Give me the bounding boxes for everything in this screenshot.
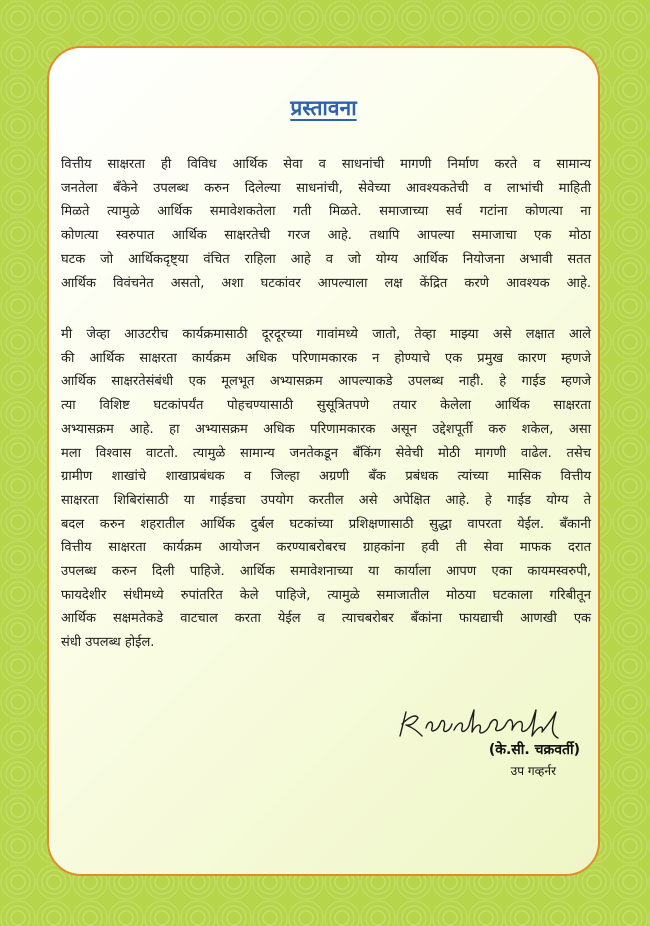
signature-block bbox=[380, 706, 580, 786]
paragraph-line: वित्तीय साक्षरता ही विविध आर्थिक सेवा व साधनांची मागणी निर्माण करते व सामान्य bbox=[61, 157, 591, 172]
page-title: प्रस्तावना bbox=[290, 96, 357, 120]
paragraph-line: मिळते त्यामुळे आर्थिक समावेशकतेला गती मिळते. समाजाच्या सर्व गटांना कोणत्या ना bbox=[61, 204, 591, 220]
paragraph-line: साक्षरता शिबिरांसाठी या गाईडचा उपयोग करतील असे अपेक्षित आहे. हे गाईड योग्य ते bbox=[61, 492, 591, 508]
paragraph-line: संधी उपलब्ध होईल. bbox=[61, 635, 155, 651]
paragraph-line: कोणत्या स्वरुपात आर्थिक साक्षरतेची गरज आहे. तथापि आपल्या समाजाचा एक मोठा bbox=[61, 228, 591, 244]
paragraph-line: आर्थिक सक्षमतेकडे वाटचाल करता येईल व त्याचबरोबर बँकांना फायद्याची आणखी एक bbox=[61, 611, 591, 627]
paragraph-line: आर्थिक साक्षरतेसंबंधी एक मूलभूत अभ्यासक्रम आपल्याकडे उपलब्ध नाही. हे गाईड म्हणजे bbox=[61, 374, 591, 390]
paragraph-2 bbox=[61, 323, 591, 655]
paragraph-line: ग्रामीण शाखांचे शाखाप्रबंधक व जिल्हा अग्रणी बँक प्रबंधक त्यांच्या मासिक वित्तीय bbox=[61, 469, 591, 485]
paragraph-line: मला विश्वास वाटतो. त्यामुळे सामान्य जनतेकडून बँकिंग सेवेची मोठी मागणी वाढेल. तसेच bbox=[61, 445, 591, 461]
signer-title: उप गव्हर्नर bbox=[510, 764, 556, 778]
paragraph-line: बदल करुन शहरातील आर्थिक दुर्बल घटकांच्या प्रशिक्षणासाठी सुद्धा वापरता येईल. बँकानी bbox=[61, 516, 591, 532]
paragraph-line: उपलब्ध करुन दिली पाहिजे. आर्थिक समावेशनाच्या या कार्याला आपण एका कायमस्वरुपी, bbox=[61, 564, 591, 580]
paragraph-1 bbox=[61, 153, 591, 295]
paragraph-line: आर्थिक विवंचनेत असतो, अशा घटकांवर आपल्याला लक्ष केंद्रित करणे आवश्यक आहे. bbox=[61, 275, 591, 291]
signer-name: (के.सी. चक्रवर्ती) bbox=[488, 742, 580, 758]
paragraph-line: की आर्थिक साक्षरता कार्यक्रम अधिक परिणामकारक न होण्याचे एक प्रमुख कारण म्हणजे bbox=[61, 350, 591, 366]
paragraph-line: अभ्यासक्रम आहे. हा अभ्यासक्रम अधिक परिणामकारक असून उद्देशपूर्ती करु शकेल, असा bbox=[61, 421, 591, 437]
paragraph-line: मी जेव्हा आउटरीच कार्यक्रमासाठी दूरदूरच्या गावांमध्ये जातो, तेव्हा माझ्या असे लक्षात आले bbox=[61, 327, 591, 342]
paragraph-line: घटक जो आर्थिकदृष्ट्या वंचित राहिला आहे व जो योग्य आर्थिक नियोजना अभावी सतत bbox=[61, 251, 591, 267]
content-panel bbox=[47, 46, 600, 876]
paragraph-line: वित्तीय साक्षरता कार्यक्रम आयोजन करण्याबरोबरच ग्राहकांना हवी ती सेवा माफक दरात bbox=[61, 540, 591, 556]
paragraph-line: जनतेला बँकेने उपलब्ध करुन दिलेल्या साधनांची, सेवेच्या आवश्यकतेची व लाभांची माहिती bbox=[61, 180, 591, 196]
paragraph-line: फायदेशीर संधीमध्ये रुपांतरित केले पाहिजे, त्यामुळे समाजातील मोठया घटकाला गरिबीतून bbox=[61, 587, 591, 603]
signature-icon bbox=[392, 706, 572, 742]
paragraph-line: त्या विशिष्ट घटकांपर्यंत पोहचण्यासाठी सुसूत्रितपणे तयार केलेला आर्थिक साक्षरता bbox=[61, 398, 591, 414]
